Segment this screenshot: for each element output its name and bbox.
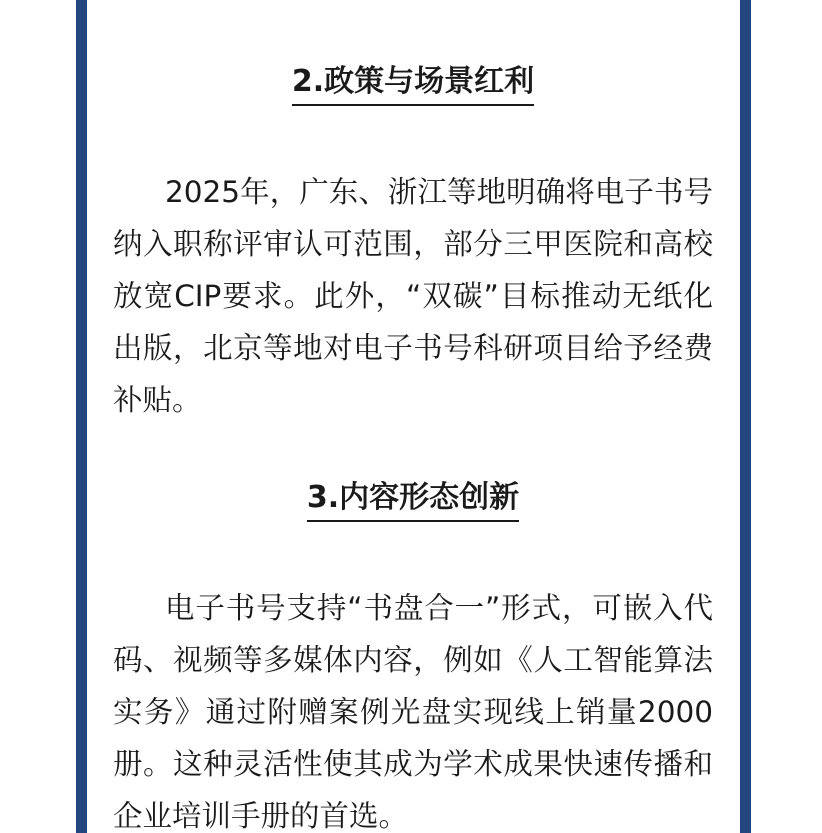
right-border-stripe [740, 0, 751, 833]
section-heading-policy [113, 62, 713, 106]
section-heading-text: 3.内容形态创新 [307, 478, 519, 522]
section-paragraph-content-innovation: 电子书号支持“书盘合一”形式，可嵌入代码、视频等多媒体内容，例如《人工智能算法实务》通过附赠案例光盘实现线上销量2000册。这种灵活性使其成为学术成果快速传播和企业培训手册的首选。 [113, 591, 713, 833]
section-heading-content-innovation [113, 478, 713, 522]
section-heading-text: 2.政策与场景红利 [292, 62, 534, 106]
left-border-stripe [76, 0, 87, 833]
section-paragraph-policy: 2025年，广东、浙江等地明确将电子书号纳入职称评审认可范围，部分三甲医院和高校放宽CIP要求。此外，“双碳”目标推动无纸化出版，北京等地对电子书号科研项目给予经费补贴。 [113, 175, 713, 417]
